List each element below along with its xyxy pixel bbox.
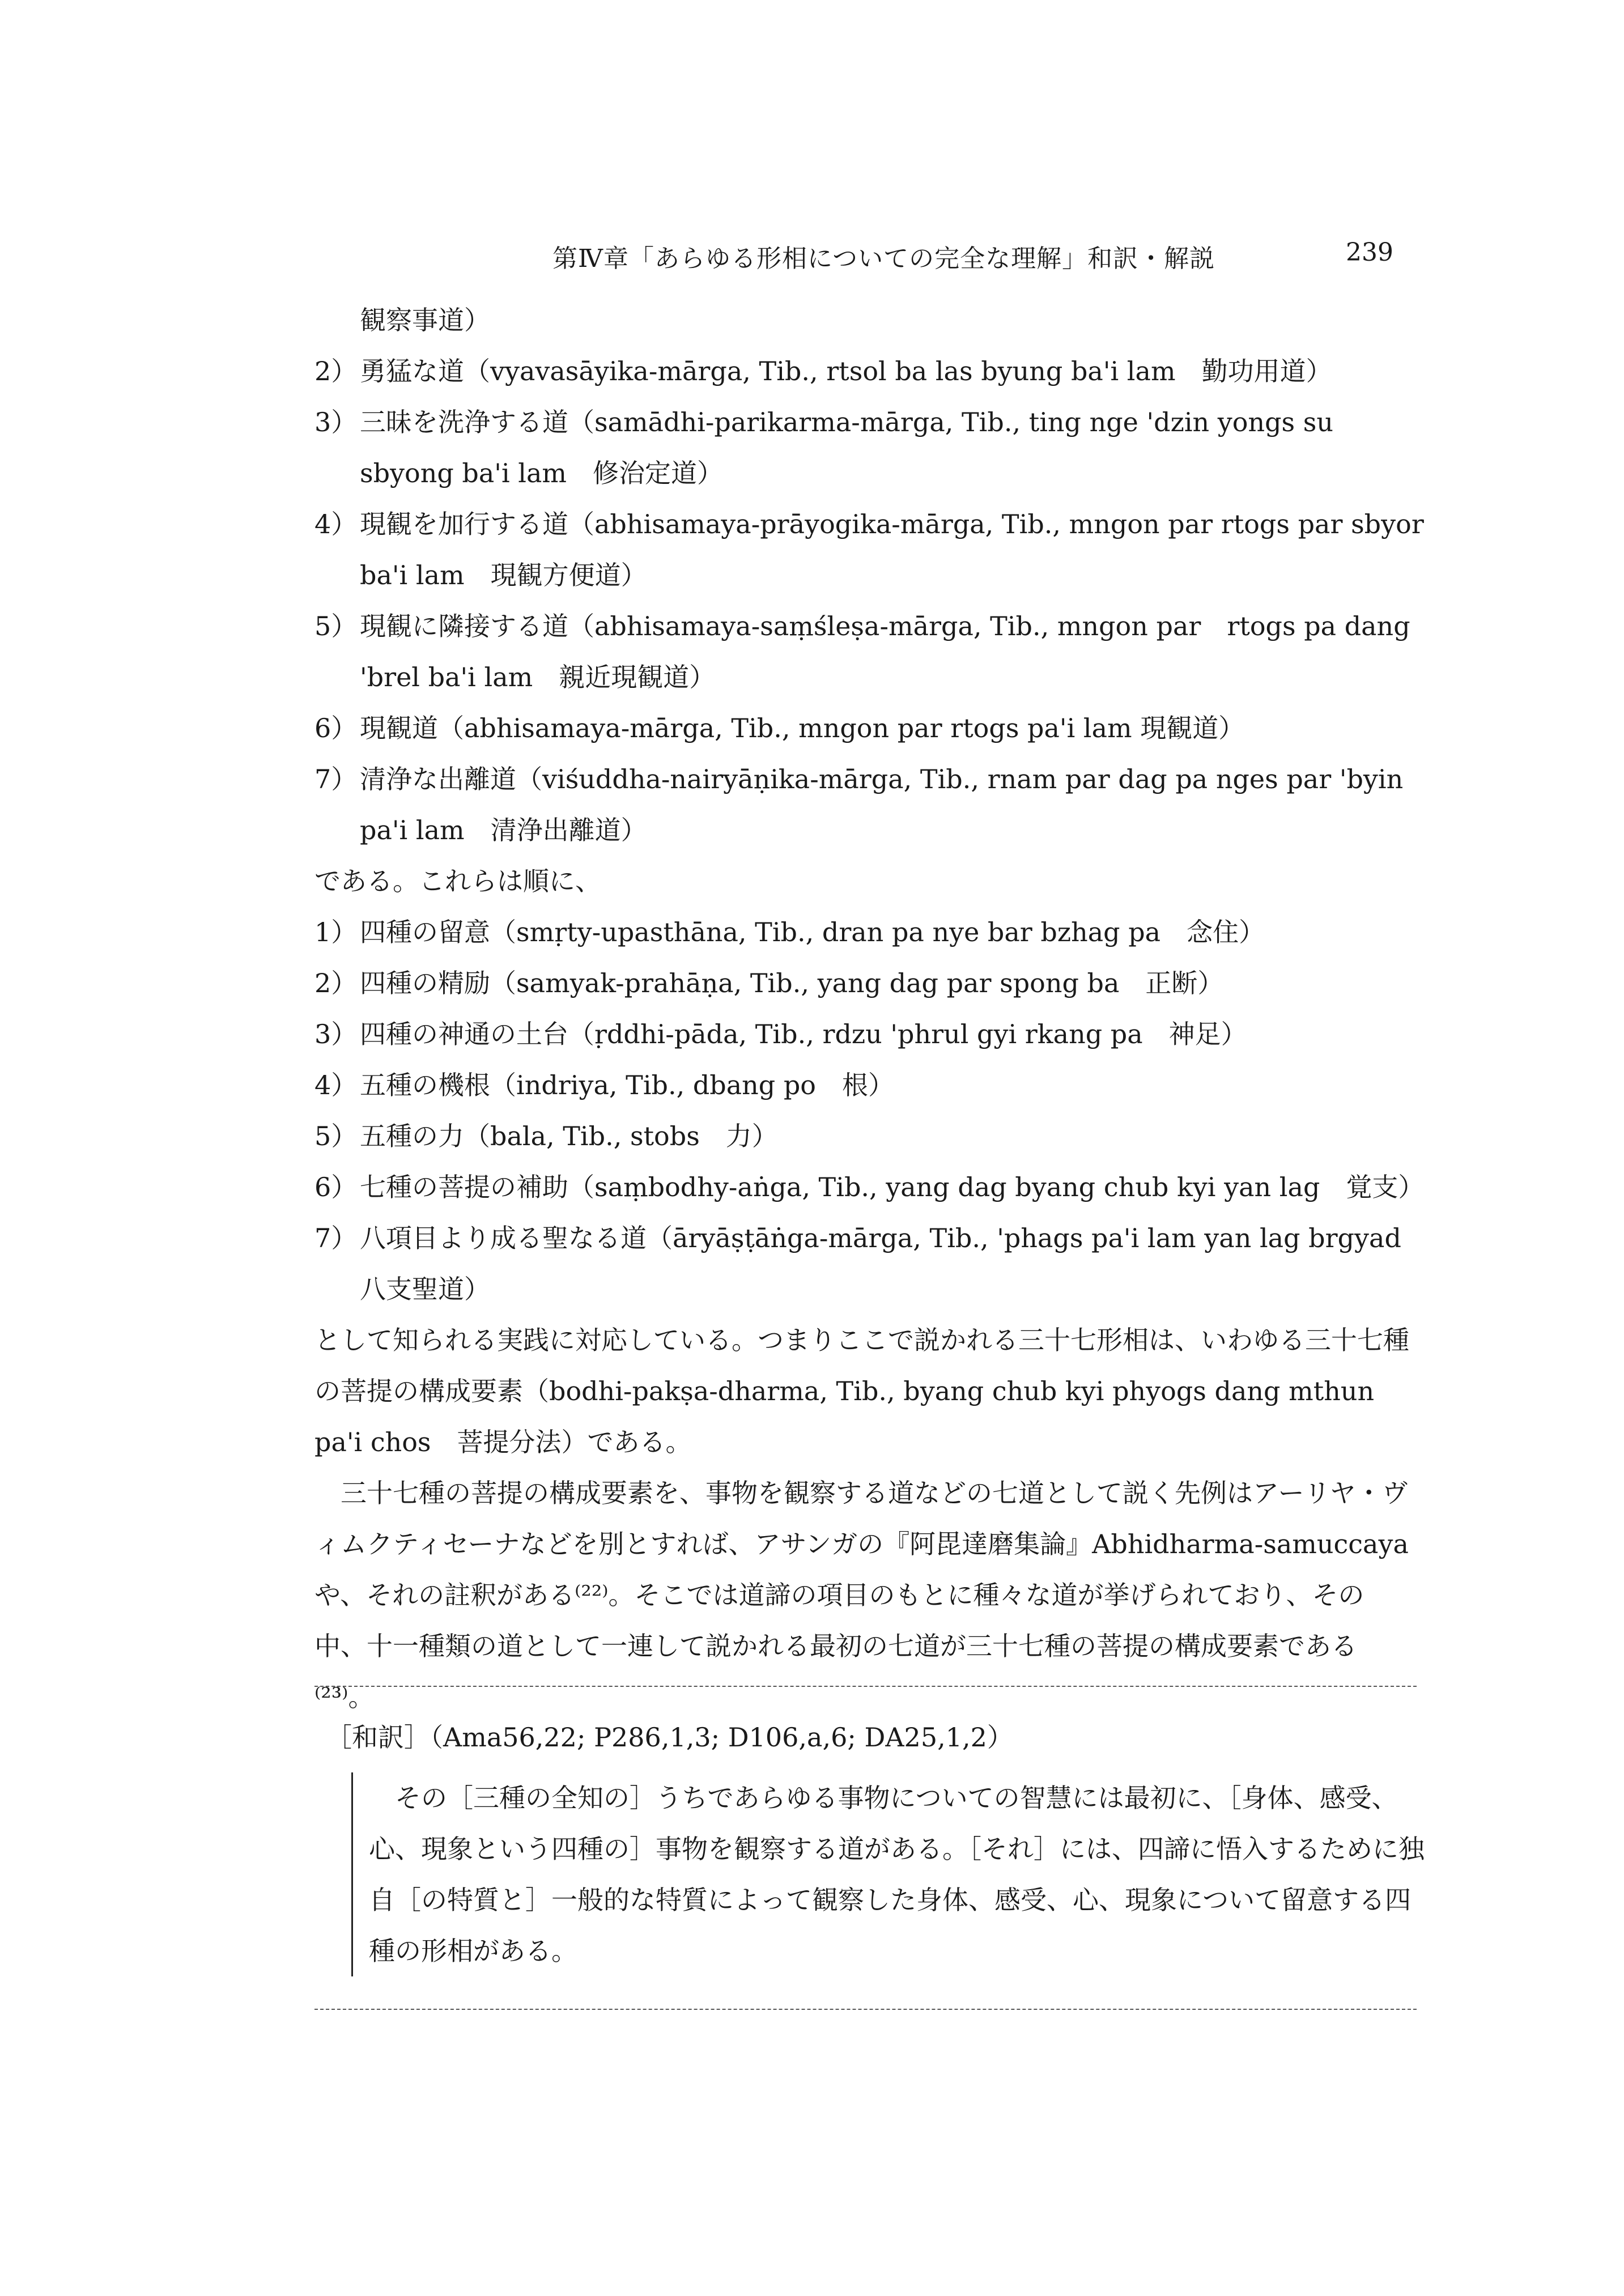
connector-text: である。これらは順に、 [314, 866, 601, 896]
list-item: 7） 八項目より成る聖なる道（āryāṣṭāṅga-mārga, Tib., 'phags pa'i lam yan lag brgyad [314, 1223, 1401, 1253]
divider-bottom [314, 2009, 1417, 2010]
list-item: 2） 四種の精励（samyak-prahāṇa, Tib., yang dag par spong ba 正断） [314, 968, 1224, 998]
list-item: 3） 四種の神通の土台（ṛddhi-pāda, Tib., rdzu 'phrul gyi rkang pa 神足） [314, 1019, 1247, 1049]
paragraph-2: 三十七種の菩提の構成要素を、事物を観察する道などの七道として説く先例はアーリヤ・ヴィムクティセーナなどを別とすれば、アサンガの『阿毘達磨集論』Abhidharma-samuccaya や、それの註釈がある⁽²²⁾。そこでは道諦の項目のもとに種々な道が挙げられており、その中、十一種類の道として一連して説かれる最初の七道が三十七種の菩提の構成要素である⁽²³⁾。 [314, 1478, 1409, 1712]
list-item: 5） 五種の力（bala, Tib., stobs 力） [314, 1121, 778, 1151]
list-item: 6） 七種の菩提の補助（saṃbodhy-aṅga, Tib., yang dag byang chub kyi yan lag 覚支） [314, 1172, 1425, 1202]
list-item: 4） 現観を加行する道（abhisamaya-prāyogika-mārga, Tib., mngon par rtogs par sbyor [314, 509, 1424, 539]
translation-box [351, 1772, 1434, 1976]
translation-body: その［三種の全知の］うちであらゆる事物についての智慧には最初に、［身体、感受、心、現象という四種の］事物を観察する道がある。［それ］には、四諦に悟入するために独自［の特質と］一般的な特質によって観察した身体、感受、心、現象について留意する四種の形相がある。 [369, 1783, 1425, 1966]
list-item: 観察事道） [360, 305, 490, 335]
list-item-continuation: 八支聖道） [360, 1274, 490, 1304]
path-list [314, 295, 1425, 1315]
running-header: 第Ⅳ章「あらゆる形相についての完全な理解」和訳・解説 [552, 244, 1215, 273]
paragraph-1: として知られる実践に対応している。つまりここで説かれる三十七形相は、いわゆる三十七種の菩提の構成要素（bodhi-pakṣa-dharma, Tib., byang chub kyi phyogs dang mthun pa'i chos 菩提分法）である。 [314, 1325, 1409, 1457]
list-item: 4） 五種の機根（indriya, Tib., dbang po 根） [314, 1070, 894, 1100]
list-item: 2） 勇猛な道（vyavasāyika-mārga, Tib., rtsol ba las byung ba'i lam 勤功用道） [314, 356, 1332, 386]
list-item: 7） 清浄な出離道（viśuddha-nairyāṇika-mārga, Tib., rnam par dag pa nges par 'byin [314, 764, 1404, 794]
list-item-continuation: sbyong ba'i lam 修治定道） [360, 458, 724, 488]
divider-top [314, 1686, 1417, 1687]
list-item: 5） 現観に隣接する道（abhisamaya-saṃśleṣa-mārga, Tib., mngon par rtogs pa dang [314, 611, 1410, 641]
list-item-continuation: ba'i lam 現観方便道） [360, 560, 647, 590]
list-item-continuation: 'brel ba'i lam 親近現観道） [360, 662, 716, 692]
list-item: 6） 現観道（abhisamaya-mārga, Tib., mngon par rtogs pa'i lam 現観道） [314, 713, 1245, 743]
list-item-continuation: pa'i lam 清浄出離道） [360, 815, 647, 845]
list-item: 3） 三昧を洗浄する道（samādhi-parikarma-mārga, Tib., ting nge 'dzin yongs su [314, 407, 1334, 437]
page-number: 239 [1346, 238, 1393, 267]
list-item: 1） 四種の留意（smṛty-upasthāna, Tib., dran pa nye bar bzhag pa 念住） [314, 917, 1265, 947]
translation-heading: ［和訳］（Ama56,22; P286,1,3; D106,a,6; DA25,1,2） [326, 1722, 1013, 1753]
